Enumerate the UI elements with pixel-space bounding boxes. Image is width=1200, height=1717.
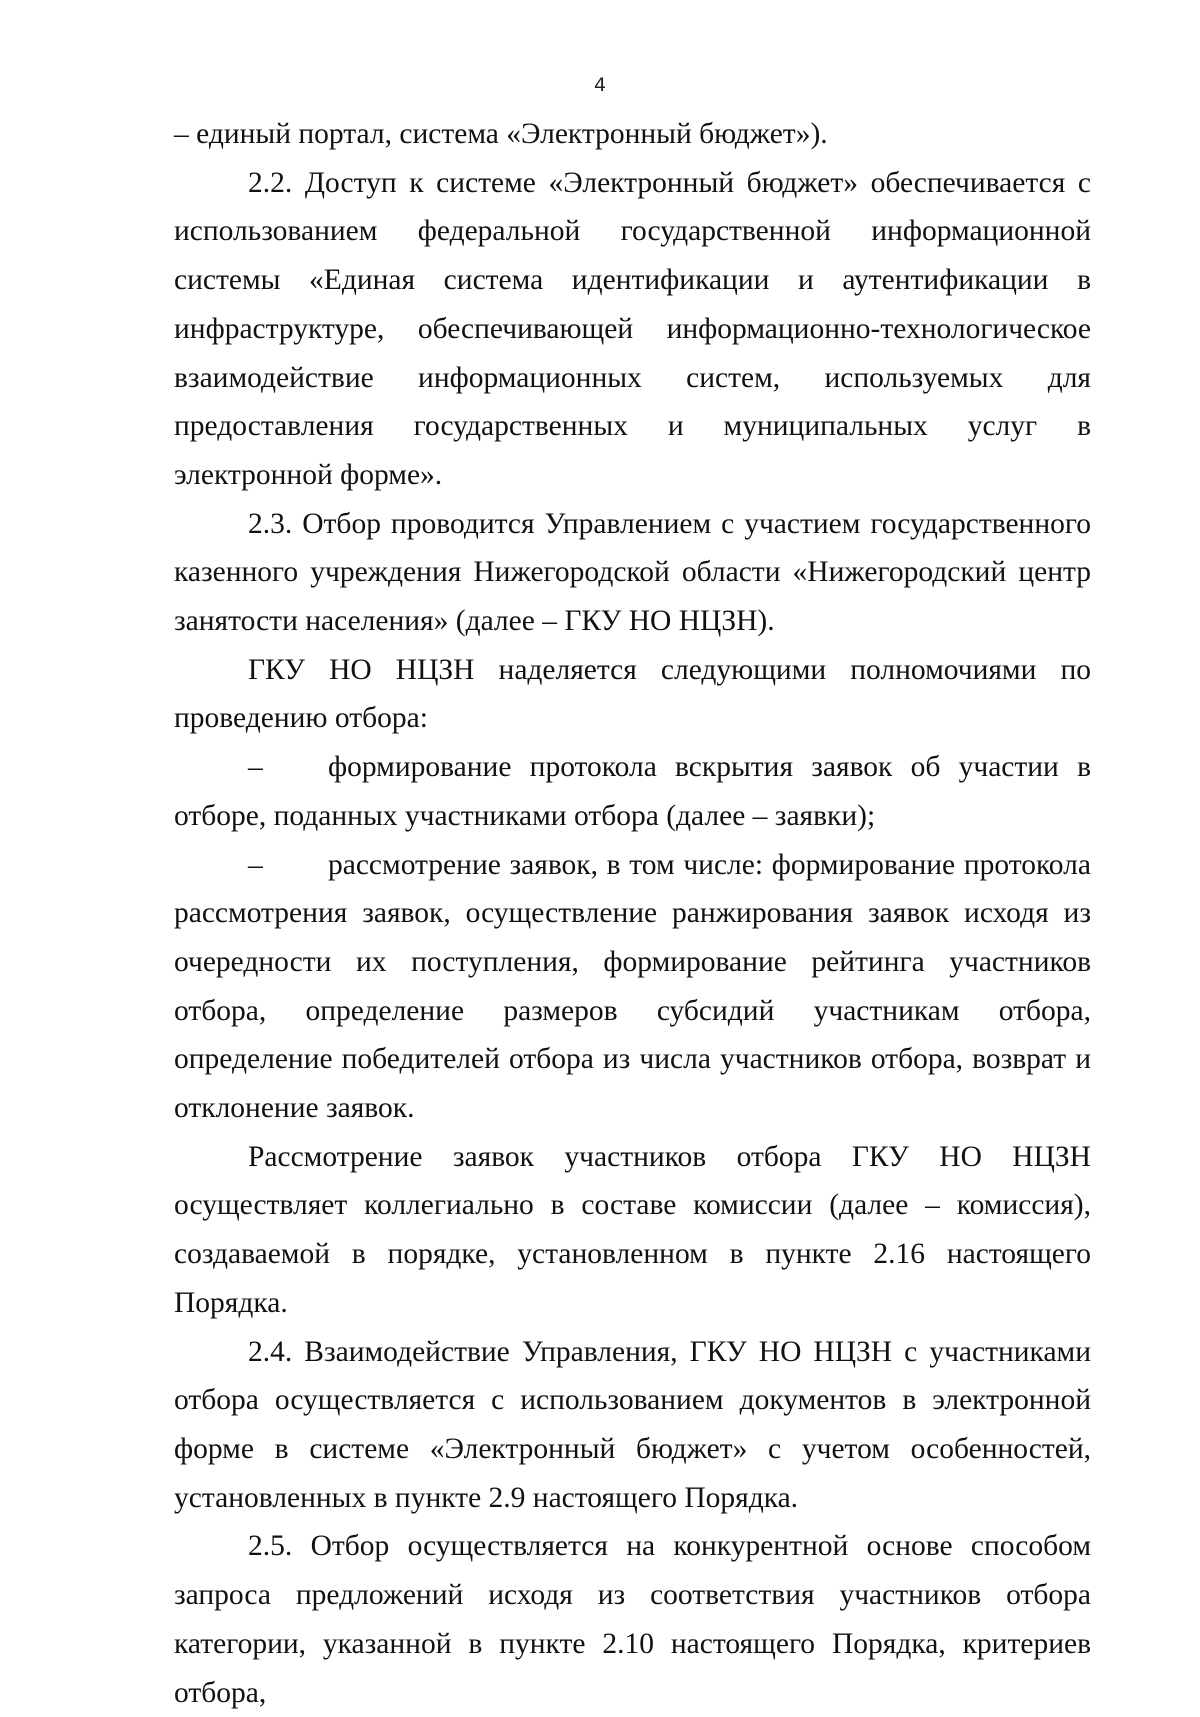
- list-item-text: рассмотрение заявок, в том числе: формирование протокола рассмотрения заявок, осуществление ранжирования заявок исходя из очередности их поступления, формирование рейтинга участников отбора, определение размеров субсидий участникам отбора, определение победителей отбора из числа участников отбора, возврат и отклонение заявок.: [174, 848, 1091, 1125]
- paragraph-2-4: 2.4. Взаимодействие Управления, ГКУ НО НЦЗН с участниками отбора осуществляется с использованием документов в электронной форме в системе «Электронный бюджет» с учетом особенностей, установленных в пункте 2.9 настоящего Порядка.: [174, 1335, 1091, 1514]
- document-body: [174, 110, 1091, 1717]
- list-bullet: –: [248, 751, 263, 784]
- list-item-text: формирование протокола вскрытия заявок об участии в отборе, поданных участниками отбора (далее – заявки);: [174, 751, 1091, 832]
- list-item-review: [174, 841, 1091, 1133]
- paragraph-gku-powers: ГКУ НО НЦЗН наделяется следующими полномочиями по проведению отбора:: [174, 653, 1091, 735]
- paragraph-2-2: 2.2. Доступ к системе «Электронный бюджет» обеспечивается с использованием федеральной государственной информационной системы «Единая система идентификации и аутентификации в инфраструктуре, обеспечивающей информационно-технологическое взаимодействие информационных систем, используемых для предоставления государственных и муниципальных услуг в электронной форме».: [174, 166, 1091, 491]
- page-number: 4: [593, 74, 607, 96]
- paragraph-portal-continuation: – единый портал, система «Электронный бюджет»).: [174, 118, 828, 150]
- paragraph-2-5: 2.5. Отбор осуществляется на конкурентной основе способом запроса предложений исходя из соответствия участников отбора категории, указанной в пункте 2.10 настоящего Порядка, критериев отбора,: [174, 1530, 1091, 1709]
- paragraph-commission: Рассмотрение заявок участников отбора ГКУ НО НЦЗН осуществляет коллегиально в составе комиссии (далее – комиссия), создаваемой в порядке, установленном в пункте 2.16 настоящего Порядка.: [174, 1140, 1091, 1319]
- list-bullet: –: [248, 848, 263, 881]
- list-item-protocol: [174, 743, 1091, 840]
- paragraph-2-3: 2.3. Отбор проводится Управлением с участием государственного казенного учреждения Нижегородской области «Нижегородский центр занятости населения» (далее – ГКУ НО НЦЗН).: [174, 507, 1091, 638]
